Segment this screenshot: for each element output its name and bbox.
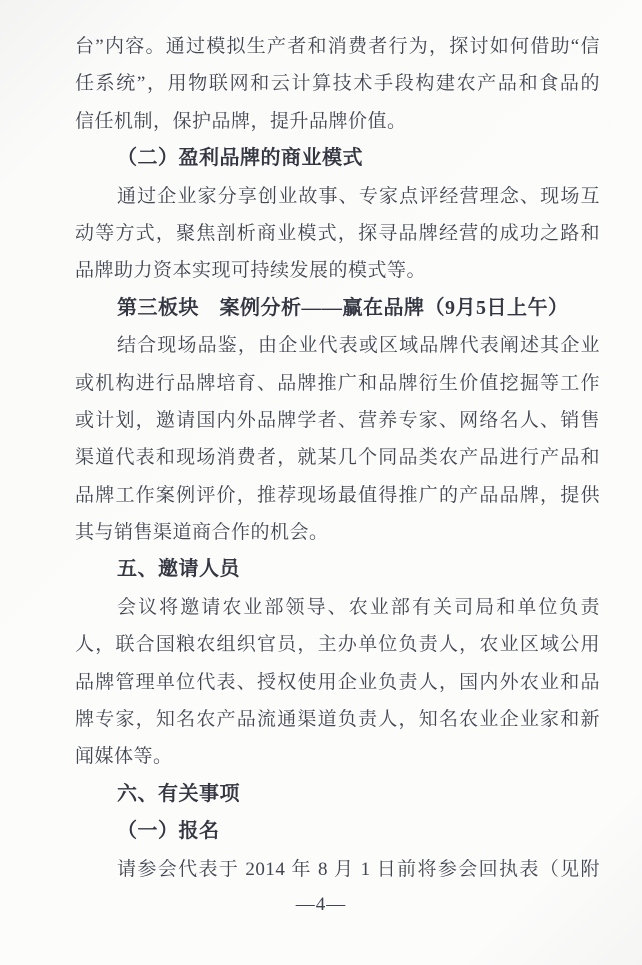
- text-line: 渠道代表和现场消费者，就某几个同品类农产品进行产品和: [75, 447, 600, 469]
- text-line: 台”内容。通过模拟生产者和消费者行为，探讨如何借助“信: [75, 36, 600, 57]
- document-body: [75, 28, 600, 888]
- text-line: 闻媒体等。: [75, 746, 173, 768]
- text-line: 或计划，邀请国内外品牌学者、营养专家、网络名人、销售: [75, 409, 600, 431]
- section-heading: 五、邀请人员: [117, 558, 240, 581]
- text-line: 结合现场品鉴，由企业代表或区域品牌代表阐述其企业: [117, 335, 600, 357]
- section-heading: 六、有关事项: [117, 782, 240, 805]
- section-heading: （二）盈利品牌的商业模式: [117, 147, 363, 170]
- page-number: —4—: [295, 894, 347, 915]
- text-line: 通过企业家分享创业故事、专家点评经营理念、现场互: [117, 185, 600, 207]
- text-line: 信任机制，保护品牌，提升品牌价值。: [75, 110, 407, 132]
- text-line: 品牌管理单位代表、授权使用企业负责人，国内外农业和品: [75, 671, 600, 693]
- text-line: 动等方式，聚焦剖析商业模式，探寻品牌经营的成功之路和: [75, 222, 600, 244]
- text-line: 人，联合国粮农组织官员，主办单位负责人，农业区域公用: [75, 634, 600, 656]
- text-line: 或机构进行品牌培育、品牌推广和品牌衍生价值挖掘等工作: [75, 372, 600, 394]
- text-line: 会议将邀请农业部领导、农业部有关司局和单位负责: [117, 596, 600, 618]
- text-line: 其与销售渠道商合作的机会。: [75, 522, 329, 544]
- section-heading: （一）报名: [117, 820, 220, 843]
- text-line: 请参会代表于 2014 年 8 月 1 日前将参会回执表（见附: [117, 858, 600, 880]
- text-line: 牌专家，知名农产品流通渠道负责人，知名农业企业家和新: [75, 709, 600, 731]
- text-line: 任系统”，用物联网和云计算技术手段构建农产品和食品的: [75, 73, 600, 95]
- text-line: 品牌工作案例评价，推荐现场最值得推广的产品品牌，提供: [75, 484, 600, 506]
- text-line: 品牌助力资本实现可持续发展的模式等。: [75, 260, 427, 282]
- section-heading: 第三板块 案例分析——赢在品牌（9月5日上午）: [117, 296, 569, 319]
